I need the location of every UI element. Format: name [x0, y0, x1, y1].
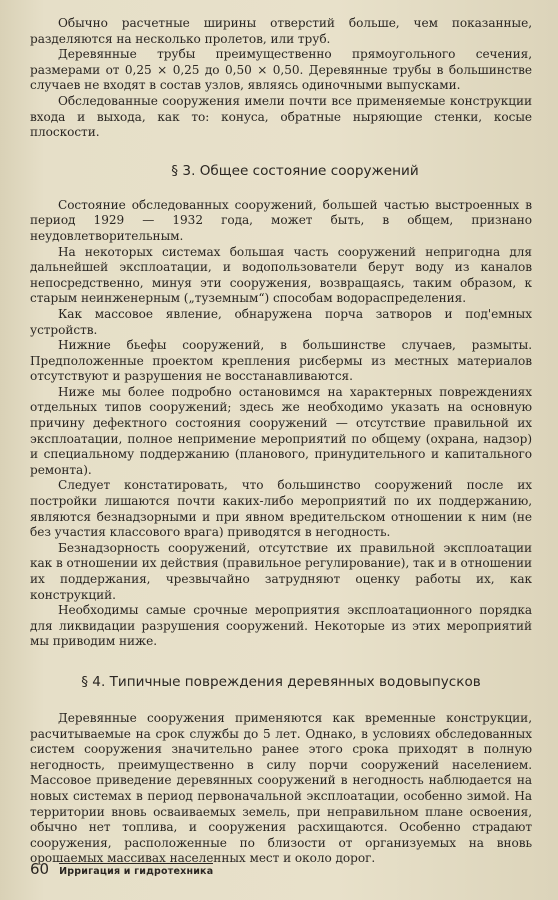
- paragraph: Ниже мы более подробно остановимся на характерных повреждениях отдельных типов сооружений; здесь же необходимо указать на основную причину дефектного состояния сооружений — отсутствие правильной их эксплоатации, полное непримение мероприятий по общему (охрана, надзор) и специальному поддержанию (планового, принудительного и капитального ремонта).: [30, 384, 532, 477]
- paragraph: Необходимы самые срочные мероприятия эксплоатационного порядка для ликвидации разрушения сооружений. Некоторые из этих мероприятий мы приводим ниже.: [30, 603, 532, 649]
- paragraph: На некоторых системах большая часть сооружений непригодна для дальнейшей эксплоатации, и водопользователи берут воду из каналов непосредственно, минуя эти сооружения, возвращаясь, таким образом, к старым неинженерным („туземным“) способам водораспределения.: [30, 244, 532, 306]
- paragraph: Безнадзорность сооружений, отсутствие их правильной эксплоатации как в отношении их действия (правильное регулирование), так и в отношении их поддержания, чрезвычайно затрудняют оценку работы их, как конструкций.: [30, 540, 532, 602]
- page-number: 60: [30, 860, 50, 878]
- paragraph: Следует констатировать, что большинство сооружений после их постройки лишаются почти каких-либо мероприятий по их поддержанию, являются безнадзорными и при явном вредительском отношении к ним (не без участия классового врага) приводятся в негодность.: [30, 478, 532, 540]
- paragraph: Обычно расчетные ширины отверстий больше, чем показанные, разделяются на несколько пролетов, или труб.: [30, 16, 532, 46]
- paragraph: Деревянные сооружения применяются как временные конструкции, расчитываемые на срок службы до 5 лет. Однако, в условиях обследованных систем сооружения значительно ранее этого срока приходят в полную негодность, преимущественно в силу порчи сооружений населением. Массовое приведение деревянных сооружений в негодность наблюдается на новых системах в период первоначальной эксплоатации, особенно зимой. На территории вновь осваиваемых земель, при неправильном плане освоения, обычно нет топлива, и сооружения расхищаются. Особенно страдают сооружения, расположенные по близости от организуемых на вновь орошаемых массивах населенных мест и около дорог.: [30, 710, 532, 866]
- section-heading: § 4. Типичные повреждения деревянных водовыпусков: [81, 673, 481, 690]
- page-footer: [30, 860, 213, 878]
- paragraph: Нижние бьефы сооружений, в большинстве случаев, размыты. Предположенные проектом крепления рисбермы из местных материалов отсутствуют и разрушения не восстанавливаются.: [30, 338, 532, 384]
- paragraph: Обследованные сооружения имели почти все применяемые конструкции входа и выхода, как то: конуса, обратные ныряющие стенки, косые плоскости.: [30, 93, 532, 140]
- paragraph: Как массовое явление, обнаружена порча затворов и под'емных устройств.: [30, 306, 532, 337]
- section-heading: § 3. Общее состояние сооружений: [171, 162, 419, 179]
- paragraph: Деревянные трубы преимущественно прямоугольного сечения, размерами от 0,25 × 0,25 до 0,50 × 0,50. Деревянные трубы в большинстве случаев не входят в состав узлов, являясь одиночными выпусками.: [30, 47, 532, 93]
- journal-title: Ирригация и гидротехника: [59, 863, 213, 877]
- paragraph: Состояние обследованных сооружений, большей частью выстроенных в период 1929 — 1932 года, может быть, в общем, признано неудовлетворительным.: [30, 197, 532, 243]
